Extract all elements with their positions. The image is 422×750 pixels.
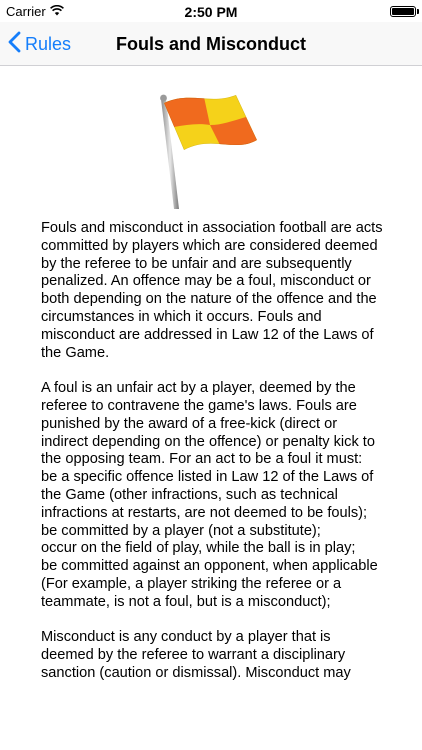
article-scroll-view[interactable] xyxy=(0,67,422,750)
carrier-label: Carrier xyxy=(6,4,46,19)
battery-icon xyxy=(390,6,416,17)
page-title: Fouls and Misconduct xyxy=(115,34,306,54)
battery-tip xyxy=(417,9,419,14)
article-body xyxy=(41,220,386,701)
status-time: 2:50 PM xyxy=(184,4,238,20)
back-button-label: Rules xyxy=(25,33,72,54)
article-paragraph-3: Misconduct is any conduct by a player that is deemed by the referee to warrant a disciplinary sanction (caution or dismissal). Misconduct may xyxy=(41,629,351,681)
navigation-bar xyxy=(0,22,422,66)
article-paragraph-1: Fouls and misconduct in association football are acts committed by players which are considered deemed by the referee to be unfair and are subsequently penalized. An offence may be a foul, misconduct or both depending on the nature of the offence and the circumstances in which it occurs. Fouls and misconduct are addressed in Law 12 of the Laws of the Game. xyxy=(41,220,383,361)
article-paragraph-2: A foul is an unfair act by a player, deemed by the referee to contravene the game's laws. Fouls are punished by the award of a free-kick (direct or indirect depending on the offence) or penalty kick to the opposing team. For an act to be a foul it must: be a specific offence listed in Law 12 of the Laws of the Game (other infractions, such as technical infractions at restarts, are not deemed to be fouls); be committed by a player (not a substitute); occur on the field of play, while the ball is in play; be committed against an opponent, when applicable (For example, a player striking the referee or a teammate, is not a foul, but is a misconduct); xyxy=(41,380,378,610)
referee-flag-icon xyxy=(150,87,270,212)
status-bar xyxy=(0,0,422,22)
